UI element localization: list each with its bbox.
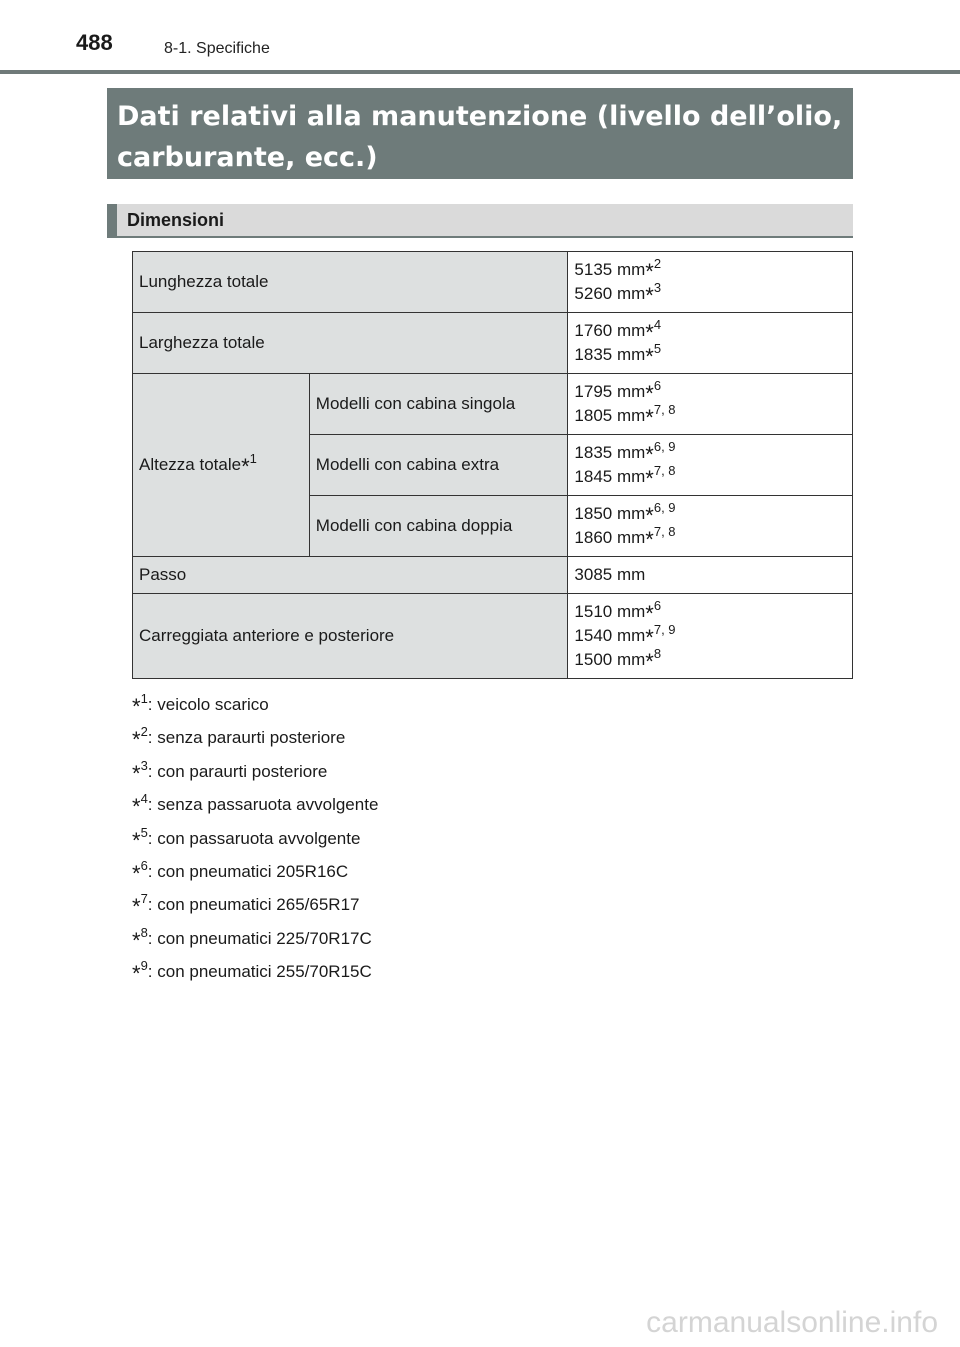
footnote: *$^9$: con pneumatici 255/70R15C [132,958,372,987]
sub-row-label: Modelli con cabina singola [309,374,568,435]
row-label: Larghezza totale [133,313,568,374]
table-row [133,374,853,435]
row-value: 1510 mm*$^6$ 1540 mm*$^{7, 9}$ 1500 mm*$^8$ [568,594,853,679]
row-label: Altezza totale*$^1$ [133,374,310,557]
table-row [133,313,853,374]
table-row [133,557,853,594]
footnote: *$^5$: con passaruota avvolgente [132,824,361,853]
dimensions-table [132,251,853,679]
row-value: 5135 mm*$^2$ 5260 mm*$^3$ [568,252,853,313]
footnote: *$^2$: senza paraurti posteriore [132,724,346,753]
footnote: *$^3$: con paraurti posteriore [132,757,328,786]
page-number: 488 [76,30,113,55]
sub-row-label: Modelli con cabina extra [309,435,568,496]
row-value: 1760 mm*$^4$ 1835 mm*$^5$ [568,313,853,374]
sub-row-label: Modelli con cabina doppia [309,496,568,557]
footnote: *$^7$: con pneumatici 265/65R17 [132,891,360,920]
row-value: 1835 mm*$^{6, 9}$ 1845 mm*$^{7, 8}$ [568,435,853,496]
page-title: Dati relativi alla manutenzione (livello dell’olio, carburante, ecc.) [107,88,853,179]
row-value: 3085 mm [568,557,853,594]
table-row [133,252,853,313]
section-title: 8-1. Specifiche [164,40,270,57]
footnote: *$^6$: con pneumatici 205R16C [132,857,349,886]
subsection-heading: Dimensioni [107,204,853,238]
footnote: *$^8$: con pneumatici 225/70R17C [132,924,372,953]
row-label: Lunghezza totale [133,252,568,313]
header-divider [0,70,960,74]
footnote: *$^4$: senza passaruota avvolgente [132,791,379,820]
footnotes [132,688,378,989]
row-label: Passo [133,557,568,594]
watermark: carmanualsonline.info [646,1306,938,1339]
row-value: 1850 mm*$^{6, 9}$ 1860 mm*$^{7, 8}$ [568,496,853,557]
row-value: 1795 mm*$^6$ 1805 mm*$^{7, 8}$ [568,374,853,435]
footnote: *$^1$: veicolo scarico [132,691,269,719]
row-label: Carreggiata anteriore e posteriore [133,594,568,679]
table-row [133,594,853,679]
